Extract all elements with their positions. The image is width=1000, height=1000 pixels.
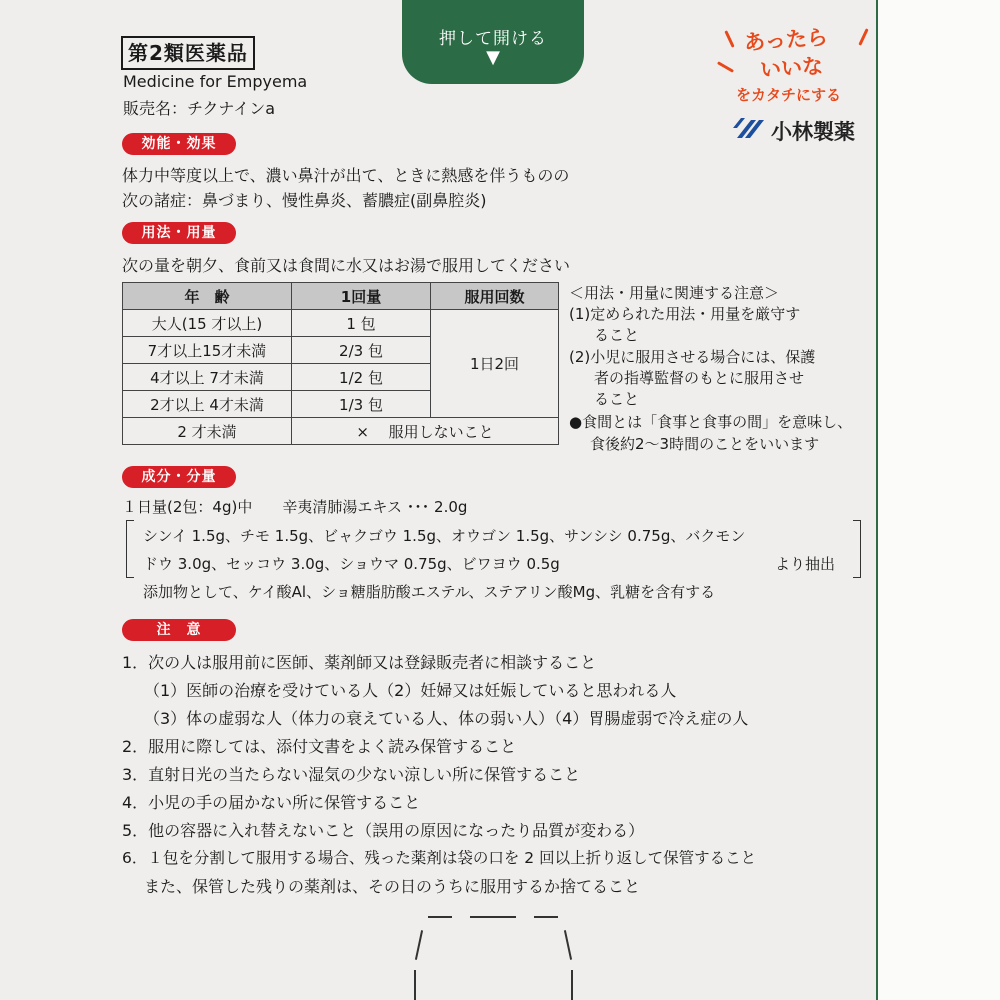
frequency-cell: 1日2回 bbox=[431, 310, 559, 418]
caution-line: 1．次の人は服用前に医師、薬剤師又は登録販売者に相談すること bbox=[122, 653, 597, 672]
ingredients-extract: より抽出 bbox=[775, 555, 836, 573]
age-cell: 2 才未満 bbox=[123, 418, 292, 445]
fold-line bbox=[876, 0, 878, 1000]
table-header-age: 年 齢 bbox=[123, 283, 292, 310]
caution-line: また、保管した残りの薬剤は、その日のうちに服用するか捨てること bbox=[144, 877, 641, 896]
cautions-heading: 注 意 bbox=[122, 619, 236, 641]
ingredients-line-2: ドウ 3.0g、セッコウ 3.0g、ショウマ 0.75g、ビワヨウ 0.5g bbox=[143, 555, 560, 573]
table-header-frequency: 服用回数 bbox=[431, 283, 559, 310]
usage-heading: 用法・用量 bbox=[122, 222, 236, 244]
usage-note-1b: ること bbox=[594, 326, 640, 344]
table-row bbox=[123, 310, 559, 337]
dose-cell: 2/3 包 bbox=[292, 337, 431, 364]
open-tab[interactable] bbox=[402, 0, 584, 84]
caution-line: 6．１包を分割して服用する場合、残った薬剤は袋の口を 2 回以上折り返して保管すること bbox=[122, 849, 757, 867]
ingredients-additives: 添加物として、ケイ酸Al、ショ糖脂肪酸エステル、ステアリン酸Mg、乳糖を含有する bbox=[143, 583, 716, 601]
ingredients-daily: １日量(2包：4g)中 辛夷清肺湯エキス ･･･ 2.0g bbox=[122, 498, 468, 516]
brand-name: 小林製薬 bbox=[771, 120, 855, 144]
slogan-logo bbox=[720, 18, 870, 128]
classification-badge: 第2類医薬品 bbox=[121, 36, 255, 70]
age-cell: 大人(15 才以上) bbox=[123, 310, 292, 337]
open-tab-label: 押して開ける bbox=[439, 29, 547, 49]
burst-mark-icon bbox=[858, 28, 868, 46]
usage-note-2a: (2)小児に服用させる場合には、保護 bbox=[569, 348, 816, 366]
bracket-left bbox=[126, 520, 134, 578]
usage-note-3a: ●食間とは「食事と食事の間」を意味し、 bbox=[569, 413, 853, 431]
table-row bbox=[123, 418, 559, 445]
bracket-right bbox=[853, 520, 861, 578]
effects-heading: 効能・効果 bbox=[122, 133, 236, 155]
dose-cell: 1/3 包 bbox=[292, 391, 431, 418]
caution-line: （3）体の虚弱な人（体力の衰えている人、体の弱い人）（4）胃腸虚弱で冷え症の人 bbox=[144, 709, 749, 728]
caution-line: 3．直射日光の当たらない湿気の少ない涼しい所に保管すること bbox=[122, 765, 581, 784]
ingredients-line-1: シンイ 1.5g、チモ 1.5g、ビャクゴウ 1.5g、オウゴン 1.5g、サンシシ 0.75g、バクモン bbox=[143, 527, 746, 545]
table-header-dose: 1回量 bbox=[292, 283, 431, 310]
burst-mark-icon bbox=[717, 61, 734, 73]
down-arrow-icon: ▼ bbox=[486, 47, 500, 68]
dosage-table bbox=[122, 282, 559, 445]
slogan-top: あったら bbox=[743, 25, 829, 55]
effects-line-1: 体力中等度以上で、濃い鼻汁が出て、ときに熱感を伴うものの bbox=[122, 166, 570, 185]
dose-cell: 1/2 包 bbox=[292, 364, 431, 391]
usage-note-2b: 者の指導監督のもとに服用させ bbox=[594, 369, 805, 387]
effects-line-2: 次の諸症：鼻づまり、慢性鼻炎、蓄膿症(副鼻腔炎) bbox=[122, 191, 487, 210]
age-cell: 4才以上 7才未満 bbox=[123, 364, 292, 391]
ingredients-heading: 成分・分量 bbox=[122, 466, 236, 488]
brand-logo bbox=[733, 114, 855, 146]
slogan-bottom: をカタチにする bbox=[736, 86, 842, 104]
usage-note-1a: (1)定められた用法・用量を厳守す bbox=[569, 305, 801, 323]
age-cell: 2才以上 4才未満 bbox=[123, 391, 292, 418]
sales-name: 販売名：チクナインa bbox=[123, 99, 276, 118]
usage-intro: 次の量を朝夕、食前又は食間に水又はお湯で服用してください bbox=[122, 256, 571, 275]
usage-notes-title: ＜用法・用量に関連する注意＞ bbox=[569, 284, 780, 302]
table-header-row bbox=[123, 283, 559, 310]
medicine-name-en: Medicine for Empyema bbox=[123, 72, 308, 91]
caution-line: （1）医師の治療を受けている人（2）妊婦又は妊娠していると思われる人 bbox=[144, 681, 677, 700]
not-for-use-cell: × 服用しないこと bbox=[292, 418, 559, 445]
caution-line: 4．小児の手の届かない所に保管すること bbox=[122, 793, 421, 812]
caution-line: 5．他の容器に入れ替えないこと（誤用の原因になったり品質が変わる） bbox=[122, 821, 645, 840]
age-cell: 7才以上15才未満 bbox=[123, 337, 292, 364]
usage-note-2c: ること bbox=[594, 390, 640, 408]
usage-note-3b: 食後約2～3時間のことをいいます bbox=[590, 435, 820, 453]
dose-cell: 1 包 bbox=[292, 310, 431, 337]
caution-line: 2．服用に際しては、添付文書をよく読み保管すること bbox=[122, 737, 517, 756]
burst-mark-icon bbox=[724, 30, 734, 48]
slogan-mid: いいな bbox=[759, 53, 824, 83]
kobayashi-logo-icon bbox=[733, 114, 767, 144]
right-panel bbox=[876, 0, 1000, 1000]
